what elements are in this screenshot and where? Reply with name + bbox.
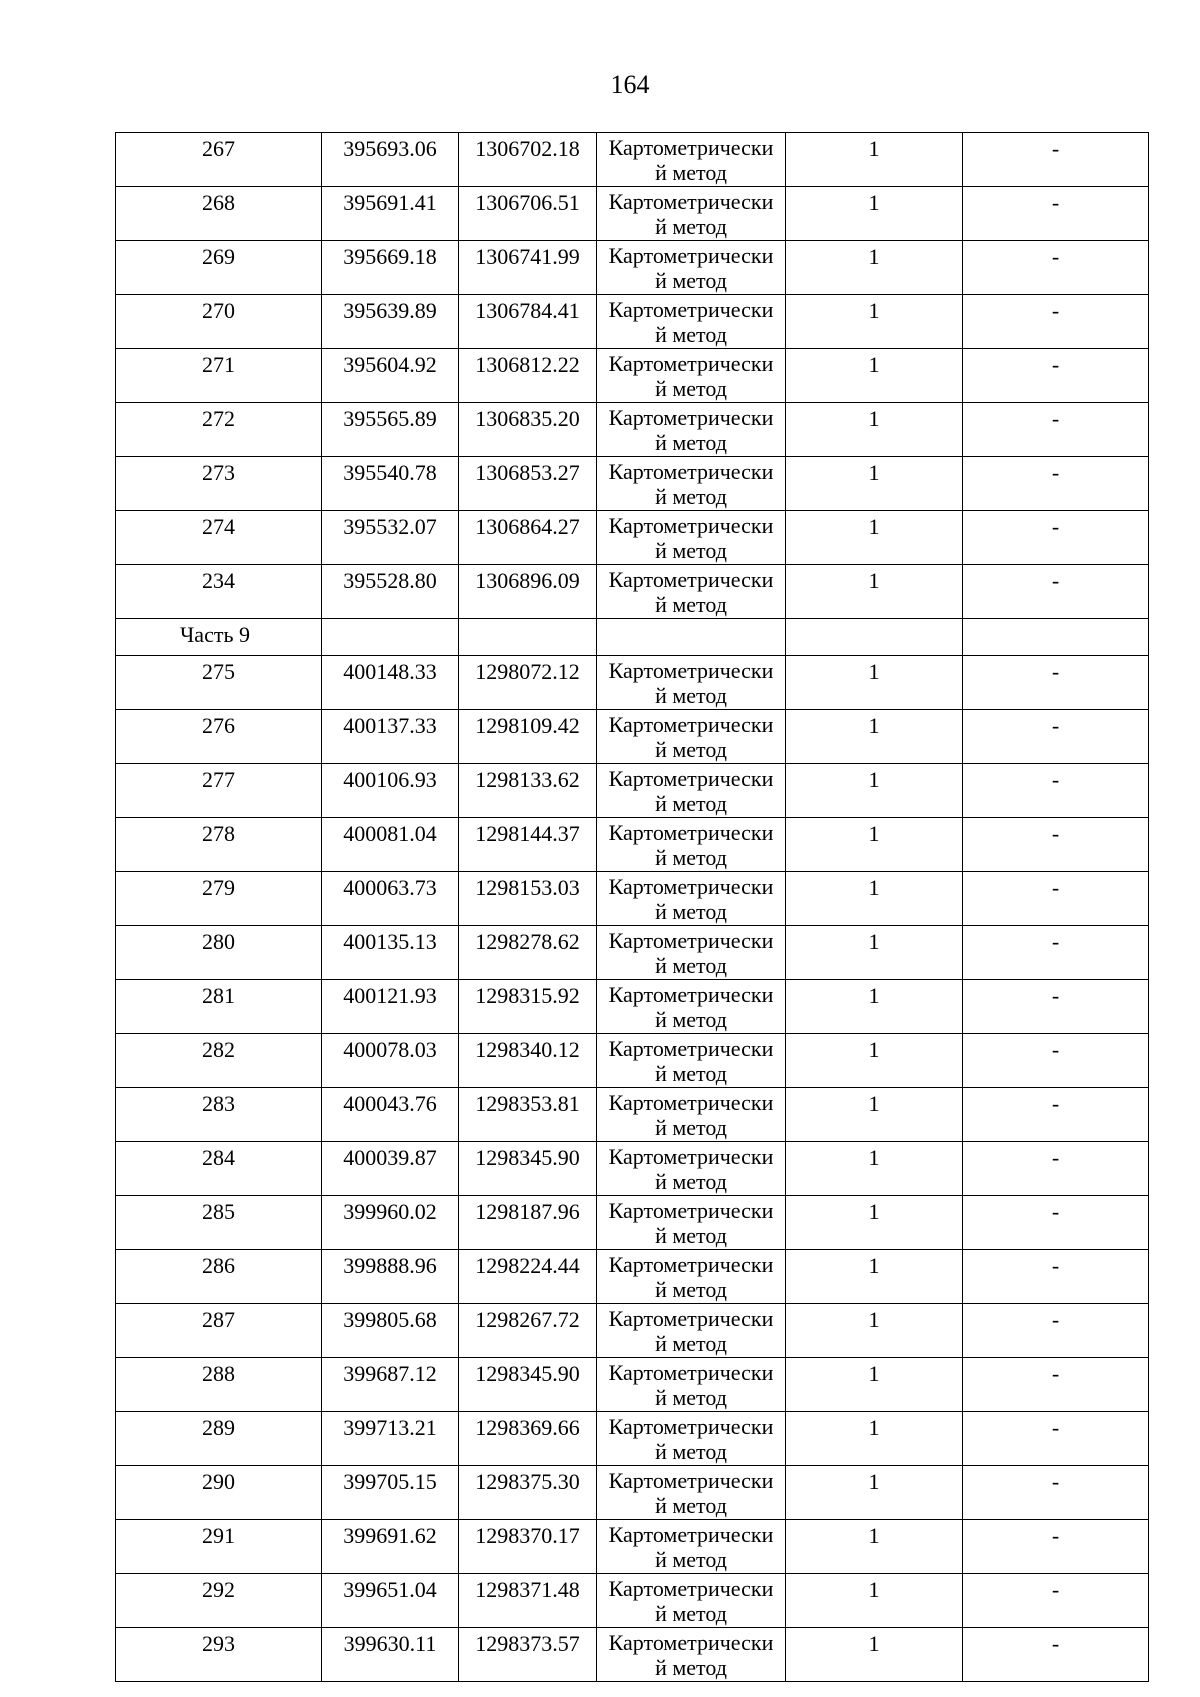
accuracy-value: 1 <box>786 1628 963 1682</box>
table-row <box>116 980 1149 1034</box>
coordinate-y: 1298315.92 <box>459 980 597 1034</box>
method-line-2: й метод <box>655 1601 727 1626</box>
coordinate-x: 400148.33 <box>322 656 459 710</box>
method-cell <box>597 764 786 818</box>
description-cell: - <box>963 1196 1149 1250</box>
description-cell: - <box>963 926 1149 980</box>
description-cell: - <box>963 1412 1149 1466</box>
method-line-1: Картометрически <box>608 874 774 899</box>
table-row <box>116 1088 1149 1142</box>
coordinate-x: 395604.92 <box>322 349 459 403</box>
accuracy-value: 1 <box>786 349 963 403</box>
accuracy-value: 1 <box>786 1250 963 1304</box>
coordinate-y: 1298373.57 <box>459 1628 597 1682</box>
point-number: 276 <box>116 710 322 764</box>
method-line-2: й метод <box>655 737 727 762</box>
point-number: 279 <box>116 872 322 926</box>
point-number: 269 <box>116 241 322 295</box>
point-number: 286 <box>116 1250 322 1304</box>
coordinate-y: 1306741.99 <box>459 241 597 295</box>
coordinate-x: 400043.76 <box>322 1088 459 1142</box>
table-row <box>116 710 1149 764</box>
table-body <box>116 133 1149 1682</box>
coordinate-x: 399651.04 <box>322 1574 459 1628</box>
table-row <box>116 1574 1149 1628</box>
accuracy-value: 1 <box>786 764 963 818</box>
method-cell <box>597 1142 786 1196</box>
point-number: 272 <box>116 403 322 457</box>
method-line-1: Картометрически <box>608 1198 774 1223</box>
method-line-1: Картометрически <box>608 1468 774 1493</box>
coordinate-y: 1306896.09 <box>459 565 597 619</box>
method-line-1: Картометрически <box>608 351 774 376</box>
method-line-1: Картометрически <box>608 459 774 484</box>
table-row <box>116 349 1149 403</box>
method-cell <box>597 1250 786 1304</box>
method-line-1: Картометрически <box>608 567 774 592</box>
method-line-1: Картометрически <box>608 135 774 160</box>
method-line-2: й метод <box>655 592 727 617</box>
description-cell: - <box>963 565 1149 619</box>
method-line-2: й метод <box>655 1547 727 1572</box>
accuracy-value: 1 <box>786 1358 963 1412</box>
accuracy-value: 1 <box>786 1520 963 1574</box>
coordinate-x: 399691.62 <box>322 1520 459 1574</box>
coordinate-y: 1306864.27 <box>459 511 597 565</box>
method-line-2: й метод <box>655 322 727 347</box>
method-line-2: й метод <box>655 1331 727 1356</box>
point-number: 284 <box>116 1142 322 1196</box>
coordinate-x: 400063.73 <box>322 872 459 926</box>
coordinate-y: 1298345.90 <box>459 1358 597 1412</box>
coordinate-y: 1306702.18 <box>459 133 597 187</box>
accuracy-value: 1 <box>786 457 963 511</box>
method-line-1: Картометрически <box>608 243 774 268</box>
page-number: 164 <box>610 70 650 99</box>
empty-cell <box>786 619 963 656</box>
point-number: 277 <box>116 764 322 818</box>
coordinate-y: 1298224.44 <box>459 1250 597 1304</box>
coordinate-x: 399805.68 <box>322 1304 459 1358</box>
method-cell <box>597 241 786 295</box>
accuracy-value: 1 <box>786 403 963 457</box>
coordinate-y: 1298187.96 <box>459 1196 597 1250</box>
coordinate-y: 1298109.42 <box>459 710 597 764</box>
coordinate-x: 395532.07 <box>322 511 459 565</box>
method-cell <box>597 511 786 565</box>
coordinate-y: 1298345.90 <box>459 1142 597 1196</box>
accuracy-value: 1 <box>786 511 963 565</box>
coordinate-y: 1298133.62 <box>459 764 597 818</box>
method-line-1: Картометрически <box>608 766 774 791</box>
coordinate-x: 399705.15 <box>322 1466 459 1520</box>
coordinate-x: 395565.89 <box>322 403 459 457</box>
coordinate-y: 1306812.22 <box>459 349 597 403</box>
method-cell <box>597 980 786 1034</box>
coordinate-x: 400039.87 <box>322 1142 459 1196</box>
method-line-1: Картометрически <box>608 1414 774 1439</box>
point-number: 271 <box>116 349 322 403</box>
method-line-1: Картометрически <box>608 820 774 845</box>
coordinate-y: 1306853.27 <box>459 457 597 511</box>
method-line-1: Картометрически <box>608 928 774 953</box>
description-cell: - <box>963 1304 1149 1358</box>
table-row <box>116 133 1149 187</box>
accuracy-value: 1 <box>786 1196 963 1250</box>
point-number: 267 <box>116 133 322 187</box>
coordinate-y: 1298353.81 <box>459 1088 597 1142</box>
method-cell <box>597 656 786 710</box>
method-cell <box>597 926 786 980</box>
method-cell <box>597 349 786 403</box>
accuracy-value: 1 <box>786 187 963 241</box>
empty-cell <box>963 619 1149 656</box>
accuracy-value: 1 <box>786 1574 963 1628</box>
description-cell: - <box>963 1466 1149 1520</box>
point-number: 293 <box>116 1628 322 1682</box>
point-number: 268 <box>116 187 322 241</box>
description-cell: - <box>963 403 1149 457</box>
method-line-1: Картометрически <box>608 658 774 683</box>
accuracy-value: 1 <box>786 710 963 764</box>
method-line-2: й метод <box>655 214 727 239</box>
description-cell: - <box>963 241 1149 295</box>
method-cell <box>597 1196 786 1250</box>
method-line-2: й метод <box>655 430 727 455</box>
method-line-2: й метод <box>655 683 727 708</box>
method-cell <box>597 1628 786 1682</box>
method-line-2: й метод <box>655 268 727 293</box>
method-line-2: й метод <box>655 1223 727 1248</box>
method-line-1: Картометрически <box>608 1522 774 1547</box>
empty-cell <box>597 619 786 656</box>
coordinate-y: 1298375.30 <box>459 1466 597 1520</box>
method-line-1: Картометрически <box>608 189 774 214</box>
point-number: 291 <box>116 1520 322 1574</box>
description-cell: - <box>963 656 1149 710</box>
method-line-1: Картометрически <box>608 1252 774 1277</box>
coordinate-x: 399713.21 <box>322 1412 459 1466</box>
description-cell: - <box>963 818 1149 872</box>
table-row <box>116 764 1149 818</box>
coordinate-x: 400137.33 <box>322 710 459 764</box>
accuracy-value: 1 <box>786 565 963 619</box>
table-row <box>116 295 1149 349</box>
description-cell: - <box>963 1358 1149 1412</box>
description-cell: - <box>963 295 1149 349</box>
method-cell <box>597 295 786 349</box>
accuracy-value: 1 <box>786 1466 963 1520</box>
coordinate-y: 1298153.03 <box>459 872 597 926</box>
coordinate-y: 1306784.41 <box>459 295 597 349</box>
point-number: 288 <box>116 1358 322 1412</box>
method-cell <box>597 133 786 187</box>
point-number: 234 <box>116 565 322 619</box>
table-row <box>116 1628 1149 1682</box>
table-row <box>116 1304 1149 1358</box>
coordinate-x: 400081.04 <box>322 818 459 872</box>
method-line-2: й метод <box>655 1169 727 1194</box>
accuracy-value: 1 <box>786 980 963 1034</box>
coordinate-y: 1298267.72 <box>459 1304 597 1358</box>
accuracy-value: 1 <box>786 1412 963 1466</box>
accuracy-value: 1 <box>786 1304 963 1358</box>
accuracy-value: 1 <box>786 295 963 349</box>
table-row <box>116 656 1149 710</box>
accuracy-value: 1 <box>786 133 963 187</box>
accuracy-value: 1 <box>786 656 963 710</box>
coordinate-x: 399630.11 <box>322 1628 459 1682</box>
coordinate-x: 399888.96 <box>322 1250 459 1304</box>
method-line-2: й метод <box>655 376 727 401</box>
point-number: 289 <box>116 1412 322 1466</box>
coordinate-y: 1298371.48 <box>459 1574 597 1628</box>
coordinate-y: 1298144.37 <box>459 818 597 872</box>
description-cell: - <box>963 187 1149 241</box>
accuracy-value: 1 <box>786 872 963 926</box>
method-line-1: Картометрически <box>608 1630 774 1655</box>
description-cell: - <box>963 1574 1149 1628</box>
description-cell: - <box>963 133 1149 187</box>
point-number: 270 <box>116 295 322 349</box>
coordinate-x: 395528.80 <box>322 565 459 619</box>
point-number: 281 <box>116 980 322 1034</box>
point-number: 275 <box>116 656 322 710</box>
point-number: 290 <box>116 1466 322 1520</box>
point-number: 273 <box>116 457 322 511</box>
description-cell: - <box>963 710 1149 764</box>
point-number: 283 <box>116 1088 322 1142</box>
method-cell <box>597 403 786 457</box>
method-line-2: й метод <box>655 1115 727 1140</box>
method-line-2: й метод <box>655 1385 727 1410</box>
coordinate-x: 399687.12 <box>322 1358 459 1412</box>
table-row <box>116 403 1149 457</box>
method-line-2: й метод <box>655 791 727 816</box>
method-cell <box>597 1412 786 1466</box>
method-line-1: Картометрически <box>608 405 774 430</box>
description-cell: - <box>963 1142 1149 1196</box>
table-row <box>116 1034 1149 1088</box>
coordinates-table <box>115 132 1149 1682</box>
part-header-row <box>116 619 1149 656</box>
coordinate-x: 395639.89 <box>322 295 459 349</box>
point-number: 282 <box>116 1034 322 1088</box>
method-cell <box>597 1520 786 1574</box>
description-cell: - <box>963 1250 1149 1304</box>
accuracy-value: 1 <box>786 1088 963 1142</box>
point-number: 280 <box>116 926 322 980</box>
description-cell: - <box>963 1034 1149 1088</box>
method-cell <box>597 565 786 619</box>
coordinate-x: 395691.41 <box>322 187 459 241</box>
description-cell: - <box>963 1088 1149 1142</box>
table-row <box>116 511 1149 565</box>
table-row <box>116 241 1149 295</box>
coordinate-x: 400121.93 <box>322 980 459 1034</box>
coordinate-y: 1298340.12 <box>459 1034 597 1088</box>
point-number: 274 <box>116 511 322 565</box>
method-line-1: Картометрически <box>608 297 774 322</box>
accuracy-value: 1 <box>786 926 963 980</box>
method-line-2: й метод <box>655 484 727 509</box>
point-number: 278 <box>116 818 322 872</box>
accuracy-value: 1 <box>786 241 963 295</box>
description-cell: - <box>963 980 1149 1034</box>
method-line-2: й метод <box>655 1655 727 1680</box>
table-row <box>116 1358 1149 1412</box>
coordinate-y: 1298072.12 <box>459 656 597 710</box>
method-cell <box>597 1304 786 1358</box>
table-row <box>116 1250 1149 1304</box>
coordinate-x: 395669.18 <box>322 241 459 295</box>
method-line-1: Картометрически <box>608 982 774 1007</box>
accuracy-value: 1 <box>786 1034 963 1088</box>
table-row <box>116 565 1149 619</box>
table-row <box>116 457 1149 511</box>
description-cell: - <box>963 1628 1149 1682</box>
method-cell <box>597 1574 786 1628</box>
table-row <box>116 1196 1149 1250</box>
table-row <box>116 818 1149 872</box>
method-cell <box>597 872 786 926</box>
description-cell: - <box>963 1520 1149 1574</box>
method-line-1: Картометрически <box>608 1576 774 1601</box>
table-row <box>116 187 1149 241</box>
method-cell <box>597 1466 786 1520</box>
coordinate-y: 1306835.20 <box>459 403 597 457</box>
method-line-2: й метод <box>655 538 727 563</box>
description-cell: - <box>963 511 1149 565</box>
method-line-2: й метод <box>655 1439 727 1464</box>
method-line-2: й метод <box>655 160 727 185</box>
method-cell <box>597 457 786 511</box>
coordinate-x: 400135.13 <box>322 926 459 980</box>
description-cell: - <box>963 872 1149 926</box>
method-line-2: й метод <box>655 953 727 978</box>
coordinate-x: 395540.78 <box>322 457 459 511</box>
description-cell: - <box>963 457 1149 511</box>
table-row <box>116 1466 1149 1520</box>
method-line-2: й метод <box>655 1493 727 1518</box>
method-line-2: й метод <box>655 845 727 870</box>
method-line-1: Картометрически <box>608 1090 774 1115</box>
coordinate-y: 1306706.51 <box>459 187 597 241</box>
point-number: 285 <box>116 1196 322 1250</box>
coordinate-x: 395693.06 <box>322 133 459 187</box>
method-line-1: Картометрически <box>608 1360 774 1385</box>
table-row <box>116 872 1149 926</box>
description-cell: - <box>963 349 1149 403</box>
table-row <box>116 1142 1149 1196</box>
method-line-2: й метод <box>655 1061 727 1086</box>
coordinate-x: 400106.93 <box>322 764 459 818</box>
method-line-2: й метод <box>655 1007 727 1032</box>
method-line-1: Картометрически <box>608 1144 774 1169</box>
method-cell <box>597 1088 786 1142</box>
empty-cell <box>459 619 597 656</box>
point-number: 287 <box>116 1304 322 1358</box>
part-label: Часть 9 <box>116 619 322 656</box>
accuracy-value: 1 <box>786 818 963 872</box>
coordinate-y: 1298370.17 <box>459 1520 597 1574</box>
coordinate-x: 399960.02 <box>322 1196 459 1250</box>
method-cell <box>597 1358 786 1412</box>
coordinate-x: 400078.03 <box>322 1034 459 1088</box>
table-row <box>116 926 1149 980</box>
method-line-1: Картометрически <box>608 513 774 538</box>
method-line-1: Картометрически <box>608 1036 774 1061</box>
point-number: 292 <box>116 1574 322 1628</box>
coordinate-y: 1298369.66 <box>459 1412 597 1466</box>
table-row <box>116 1520 1149 1574</box>
description-cell: - <box>963 764 1149 818</box>
method-line-1: Картометрически <box>608 712 774 737</box>
method-line-1: Картометрически <box>608 1306 774 1331</box>
method-cell <box>597 187 786 241</box>
accuracy-value: 1 <box>786 1142 963 1196</box>
empty-cell <box>322 619 459 656</box>
coordinate-y: 1298278.62 <box>459 926 597 980</box>
method-cell <box>597 1034 786 1088</box>
method-cell <box>597 818 786 872</box>
method-line-2: й метод <box>655 1277 727 1302</box>
table-row <box>116 1412 1149 1466</box>
method-line-2: й метод <box>655 899 727 924</box>
method-cell <box>597 710 786 764</box>
